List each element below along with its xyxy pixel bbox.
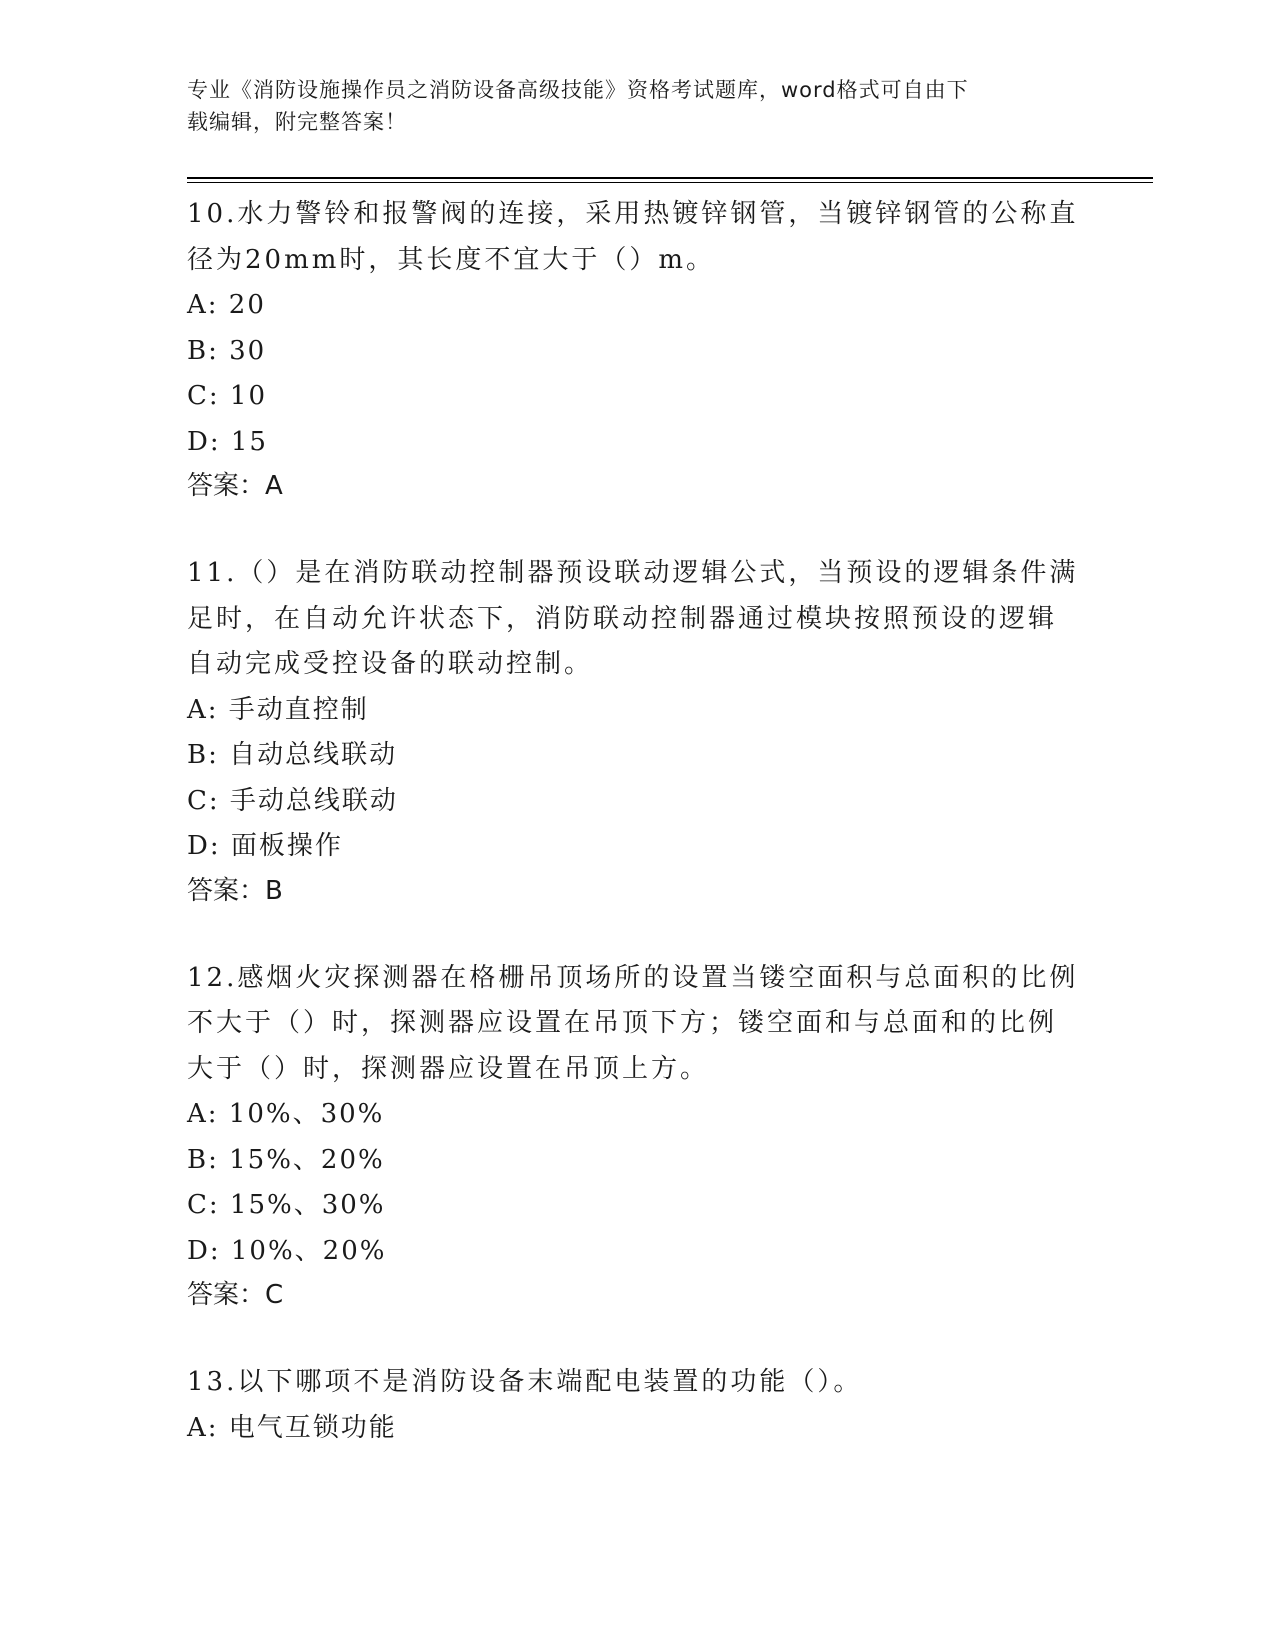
option-b: B: 30 [187, 335, 267, 366]
header-line-2: 载编辑，附完整答案！ [187, 110, 407, 134]
question-stem: 足时，在自动允许状态下，消防联动控制器通过模块按照预设的逻辑 [187, 603, 1058, 634]
question-stem: 径为20mm时，其长度不宜大于（）m。 [187, 244, 716, 275]
question-stem: 不大于（）时，探测器应设置在吊顶下方；镂空面和与总面和的比例 [187, 1008, 1058, 1038]
option-a: A: 10%、30% [187, 1099, 385, 1129]
question-stem: 大于（）时，探测器应设置在吊顶上方。 [187, 1053, 710, 1084]
answer: 答案：A [187, 471, 283, 501]
header-divider-thick [187, 177, 1153, 179]
header-line-1: 专业《消防设施操作员之消防设备高级技能》资格考试题库，word格式可自由下 [187, 78, 969, 102]
option-b: B: 自动总线联动 [187, 740, 398, 770]
question-stem: 自动完成受控设备的联动控制。 [187, 649, 594, 679]
option-c: C: 15%、30% [187, 1190, 386, 1220]
question-stem: 12.感烟火灾探测器在格栅吊顶场所的设置当镂空面积与总面积的比例 [187, 962, 1079, 993]
answer: 答案：B [187, 875, 283, 906]
question-list [187, 192, 1087, 1495]
question-12 [187, 956, 1087, 1317]
question-11 [187, 551, 1087, 912]
question-stem: 11.（）是在消防联动控制器预设联动逻辑公式，当预设的逻辑条件满 [187, 558, 1079, 588]
header-divider-thin [187, 182, 1153, 183]
question-stem: 10.水力警铃和报警阀的连接，采用热镀锌钢管，当镀锌钢管的公称直 [187, 199, 1079, 229]
option-c: C: 手动总线联动 [187, 785, 398, 816]
document-header [187, 74, 1067, 138]
answer: 答案：C [187, 1280, 284, 1310]
option-a: A: 电气互锁功能 [187, 1412, 397, 1443]
option-d: D: 15 [187, 426, 268, 457]
option-a: A: 20 [187, 290, 266, 320]
option-a: A: 手动直控制 [187, 694, 369, 725]
question-10 [187, 192, 1087, 507]
option-c: C: 10 [187, 381, 268, 411]
option-d: D: 10%、20% [187, 1235, 387, 1266]
option-b: B: 15%、20% [187, 1144, 385, 1175]
option-d: D: 面板操作 [187, 831, 343, 861]
question-stem: 13.以下哪项不是消防设备末端配电装置的功能（）。 [187, 1367, 863, 1397]
question-13 [187, 1360, 1087, 1451]
